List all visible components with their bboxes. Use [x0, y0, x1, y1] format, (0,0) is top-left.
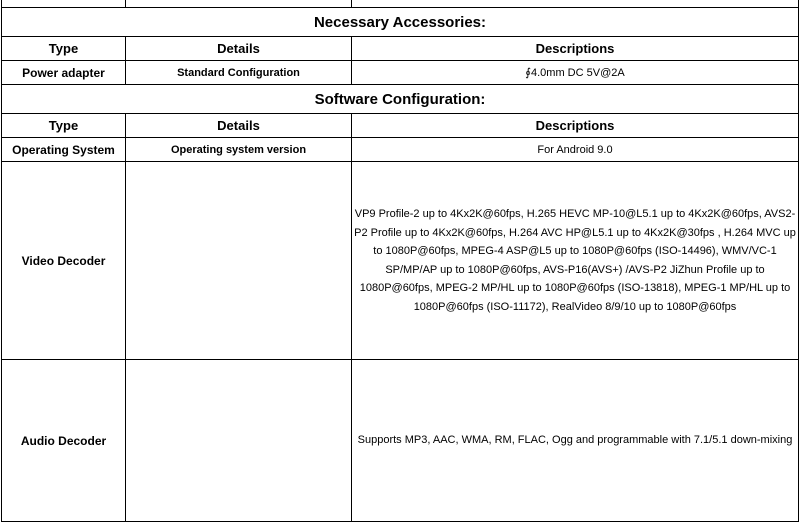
accessories-title: Necessary Accessories:	[2, 8, 799, 37]
row-description: ∮4.0mm DC 5V@2A	[352, 61, 799, 85]
row-description: Supports MP3, AAC, WMA, RM, FLAC, Ogg and programmable with 7.1/5.1 down-mixing	[352, 360, 799, 522]
section-title-row	[2, 8, 799, 37]
row-details: Standard Configuration	[126, 61, 352, 85]
row-type: Operating System	[2, 138, 126, 162]
table-row	[2, 138, 799, 162]
header-details: Details	[126, 114, 352, 138]
header-descriptions: Descriptions	[352, 37, 799, 61]
table-row	[2, 61, 799, 85]
row-type: Audio Decoder	[2, 360, 126, 522]
cell	[126, 0, 352, 8]
cell	[2, 0, 126, 8]
row-details	[126, 162, 352, 360]
table-top-partial-row	[2, 0, 799, 8]
header-row	[2, 37, 799, 61]
table-row	[2, 162, 799, 360]
software-title: Software Configuration:	[2, 85, 799, 114]
header-type: Type	[2, 37, 126, 61]
spec-table	[1, 0, 799, 522]
header-row	[2, 114, 799, 138]
cell	[352, 0, 799, 8]
table-row	[2, 360, 799, 522]
row-description: For Android 9.0	[352, 138, 799, 162]
header-type: Type	[2, 114, 126, 138]
row-description: VP9 Profile-2 up to 4Kx2K@60fps, H.265 HEVC MP-10@L5.1 up to 4Kx2K@60fps, AVS2-P2 Profile up to 4Kx2K@60fps, H.264 AVC HP@L5.1 up to 4Kx2K@30fps , H.264 MVC up to 1080P@60fps, MPEG-4 ASP@L5 up to 1080P@60fps (ISO-14496), WMV/VC-1 SP/MP/AP up to 1080P@60fps, AVS-P16(AVS+) /AVS-P2 JiZhun Profile up to 1080P@60fps, MPEG-2 MP/HL up to 1080P@60fps (ISO-13818), MPEG-1 MP/HL up to 1080P@60fps (ISO-11172), RealVideo 8/9/10 up to 1080P@60fps	[352, 162, 799, 360]
row-type: Power adapter	[2, 61, 126, 85]
row-details	[126, 360, 352, 522]
row-type: Video Decoder	[2, 162, 126, 360]
row-details: Operating system version	[126, 138, 352, 162]
section-title-row	[2, 85, 799, 114]
header-descriptions: Descriptions	[352, 114, 799, 138]
header-details: Details	[126, 37, 352, 61]
